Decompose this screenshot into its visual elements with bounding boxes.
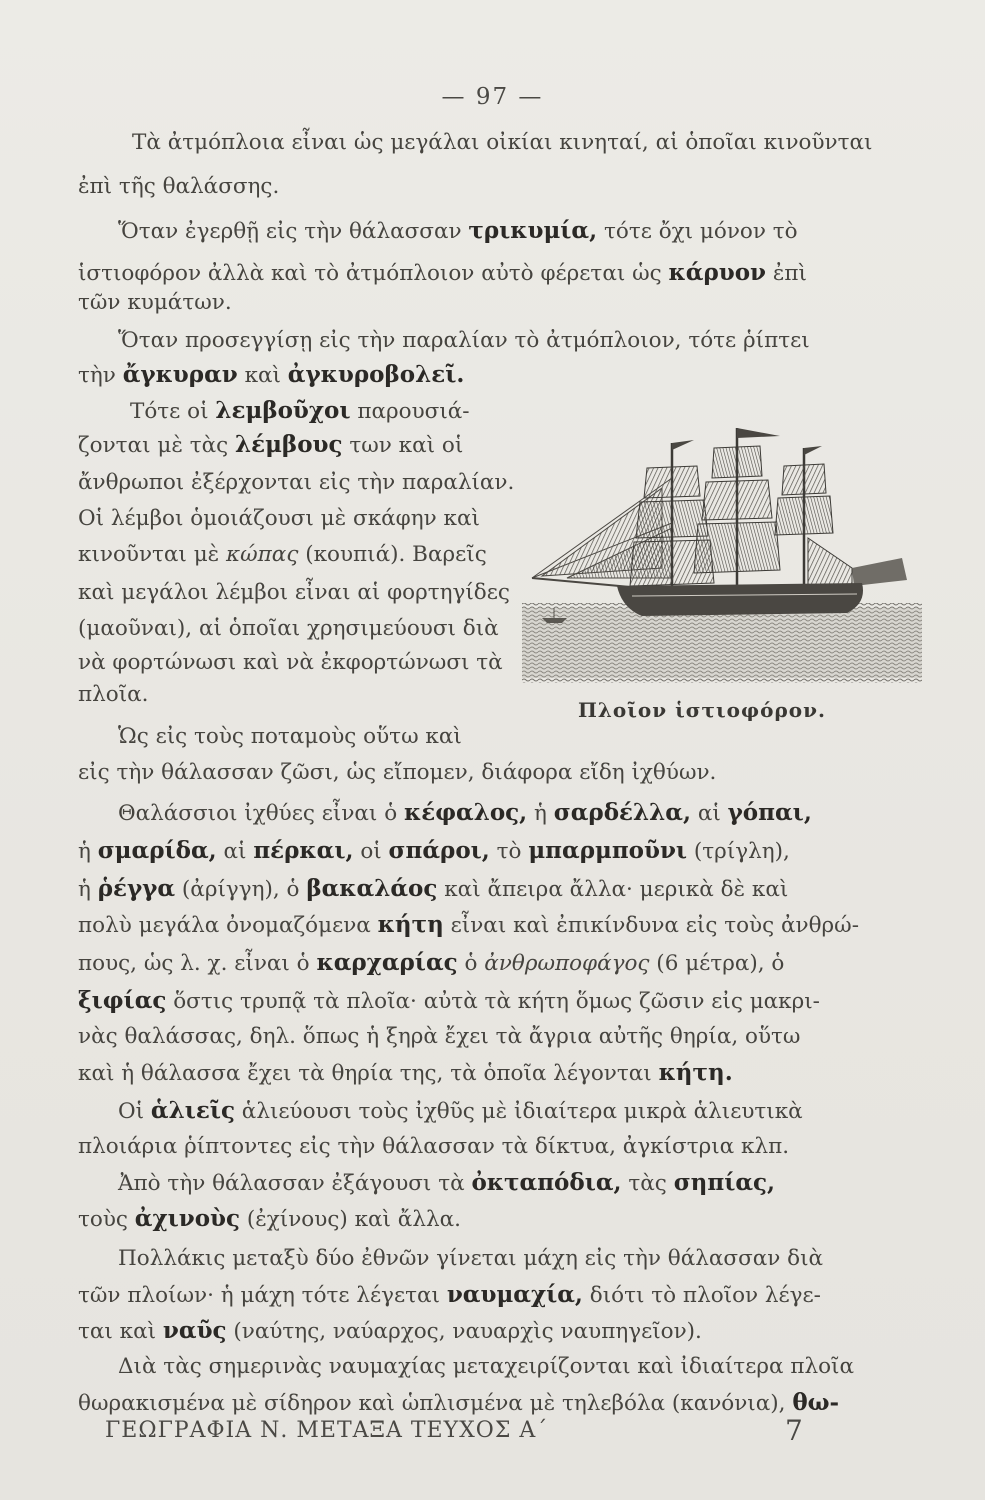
text-line: Ὅταν προσεγγίσῃ εἰς τὴν παραλίαν τὸ ἀτμόπλοιον, τότε ῥίπτει bbox=[118, 328, 810, 353]
text-line: Τότε οἱ λεμβοῦχοι παρουσιά- bbox=[130, 397, 470, 424]
page-footer: ΓΕΩΓΡΑΦΙΑ Ν. ΜΕΤΑΞΑ ΤΕΥΧΟΣ Α΄ bbox=[105, 1418, 549, 1443]
text-line: νὰ φορτώνωσι καὶ νὰ ἐκφορτώνωσι τὰ bbox=[78, 650, 503, 675]
page-number: — 97 — bbox=[441, 84, 544, 110]
text-line: ξιφίας ὅστις τρυπᾷ τὰ πλοῖα· αὐτὰ τὰ κήτη ὅμως ζῶσιν εἰς μακρι- bbox=[78, 987, 820, 1014]
text-line: Θαλάσσιοι ἰχθύες εἶναι ὁ κέφαλος, ἡ σαρδέλλα, αἱ γόπαι, bbox=[118, 799, 812, 826]
text-line: νὰς θαλάσσας, δηλ. ὅπως ἡ ξηρὰ ἔχει τὰ ἄγρια αὐτῆς θηρία, οὕτω bbox=[78, 1024, 801, 1049]
text-line: τὴν ἄγκυραν καὶ ἀγκυροβολεῖ. bbox=[78, 361, 465, 388]
text-line: ἡ ῥέγγα (ἀρίγγη), ὁ βακαλάος καὶ ἄπειρα ἄλλα· μερικὰ δὲ καὶ bbox=[78, 875, 789, 902]
text-line: Οἱ ἁλιεῖς ἁλιεύουσι τοὺς ἰχθῦς μὲ ἰδιαίτερα μικρὰ ἁλιευτικὰ bbox=[118, 1097, 803, 1124]
text-line: ἄνθρωποι ἐξέρχονται εἰς τὴν παραλίαν. bbox=[78, 470, 515, 495]
text-line: πλοῖα. bbox=[78, 682, 149, 707]
text-line: πλοιάρια ῥίπτοντες εἰς τὴν θάλασσαν τὰ δίκτυα, ἀγκίστρια κλπ. bbox=[78, 1134, 790, 1159]
text-line: Διὰ τὰς σημερινὰς ναυμαχίας μεταχειρίζονται καὶ ἰδιαίτερα πλοῖα bbox=[118, 1354, 854, 1379]
text-line: ται καὶ ναῦς (ναύτης, ναύαρχος, ναυαρχὶς ναυπηγεῖον). bbox=[78, 1317, 702, 1344]
text-line: ἡ σμαρίδα, αἱ πέρκαι, οἱ σπάροι, τὸ μπαρμποῦνι (τρίγλη), bbox=[78, 837, 790, 864]
text-line: κινοῦνται μὲ κώπας (κουπιά). Βαρεῖς bbox=[78, 542, 487, 567]
text-line: καὶ ἡ θάλασσα ἔχει τὰ θηρία της, τὰ ὁποῖα λέγονται κήτη. bbox=[78, 1059, 733, 1086]
sailing-ship-illustration bbox=[522, 418, 922, 688]
text-line: Πολλάκις μεταξὺ δύο ἐθνῶν γίνεται μάχη εἰς τὴν θάλασσαν διὰ bbox=[118, 1246, 824, 1271]
text-line: Ὅταν ἐγερθῇ εἰς τὴν θάλασσαν τρικυμία, τότε ὄχι μόνον τὸ bbox=[118, 217, 798, 244]
text-line: Τὰ ἀτμόπλοια εἶναι ὡς μεγάλαι οἰκίαι κινηταί, αἱ ὁποῖαι κινοῦνται bbox=[132, 130, 873, 155]
text-line: ἱστιοφόρον ἀλλὰ καὶ τὸ ἀτμόπλοιον αὐτὸ φέρεται ὡς κάρυον ἐπὶ bbox=[78, 259, 807, 286]
text-line: θωρακισμένα μὲ σίδηρον καὶ ὡπλισμένα μὲ τηλεβόλα (κανόνια), θω- bbox=[78, 1389, 840, 1416]
text-line: Οἱ λέμβοι ὁμοιάζουσι μὲ σκάφην καὶ bbox=[78, 506, 480, 531]
figure-caption: Πλοῖον ἱστιοφόρον. bbox=[578, 698, 826, 722]
text-line: Ὡς εἰς τοὺς ποταμοὺς οὕτω καὶ bbox=[118, 724, 462, 749]
text-line: πολὺ μεγάλα ὀνομαζόμενα κήτη εἶναι καὶ ἐπικίνδυνα εἰς τοὺς ἀνθρώ- bbox=[78, 911, 859, 938]
ship-engraving-icon bbox=[522, 418, 922, 688]
signature-mark: 7 bbox=[785, 1414, 803, 1447]
text-line: ἐπὶ τῆς θαλάσσης. bbox=[78, 174, 280, 199]
text-line: τῶν πλοίων· ἡ μάχη τότε λέγεται ναυμαχία, διότι τὸ πλοῖον λέγε- bbox=[78, 1281, 821, 1308]
text-line: (μαοῦναι), αἱ ὁποῖαι χρησιμεύουσι διὰ bbox=[78, 616, 499, 641]
text-line: πους, ὡς λ. χ. εἶναι ὁ καρχαρίας ὁ ἀνθρωποφάγος (6 μέτρα), ὁ bbox=[78, 949, 785, 976]
text-line: εἰς τὴν θάλασσαν ζῶσι, ὡς εἴπομεν, διάφορα εἴδη ἰχθύων. bbox=[78, 760, 717, 785]
text-line: Ἀπὸ τὴν θάλασσαν ἐξάγουσι τὰ ὀκταπόδια, τὰς σηπίας, bbox=[118, 1169, 776, 1196]
text-line: καὶ μεγάλοι λέμβοι εἶναι αἱ φορτηγίδες bbox=[78, 580, 510, 605]
text-line: τῶν κυμάτων. bbox=[78, 290, 232, 315]
text-line: ζονται μὲ τὰς λέμβους των καὶ οἱ bbox=[78, 431, 464, 458]
text-line: τοὺς ἀχινοὺς (ἐχίνους) καὶ ἄλλα. bbox=[78, 1205, 461, 1232]
